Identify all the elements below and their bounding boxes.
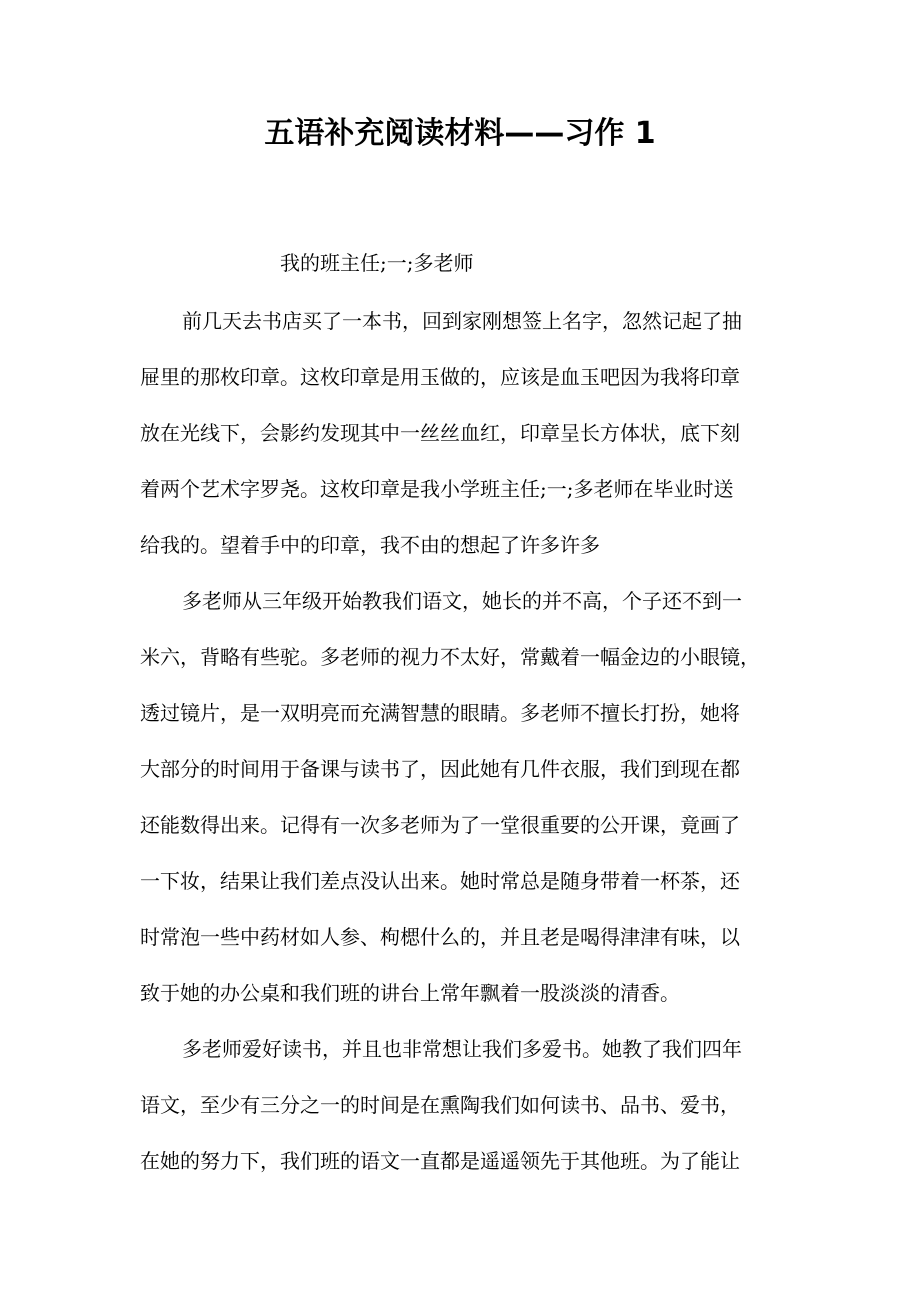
text-line: 着两个艺术字罗尧。这枚印章是我小学班主任;一;多老师在毕业时送 — [140, 477, 734, 501]
text-line: 多老师爱好读书，并且也非常想让我们多爱书。她教了我们四年 — [182, 1037, 742, 1061]
text-line: 语文，至少有三分之一的时间是在熏陶我们如何读书、品书、爱书， — [140, 1093, 740, 1117]
text-line: 米六，背略有些驼。多老师的视力不太好，常戴着一幅金边的小眼镜， — [140, 645, 760, 669]
text-line: 时常泡一些中药材如人参、枸楒什么的，并且老是喝得津津有味，以 — [140, 925, 740, 949]
text-line: 致于她的办公桌和我们班的讲台上常年飘着一股淡淡的清香。 — [140, 981, 680, 1005]
text-line: 多老师从三年级开始教我们语文，她长的并不高，个子还不到一 — [182, 589, 742, 613]
text-line: 在她的努力下，我们班的语文一直都是遥遥领先于其他班。为了能让 — [140, 1149, 740, 1173]
text-line: 透过镜片，是一双明亮而充满智慧的眼睛。多老师不擅长打扮，她将 — [140, 701, 740, 725]
text-line: 前几天去书店买了一本书，回到家刚想签上名字，忽然记起了抽 — [182, 309, 742, 333]
text-line: 放在光线下，会影约发现其中一丝丝血红，印章呈长方体状，底下刻 — [140, 421, 740, 445]
document-title: 五语补充阅读材料——习作 1 — [264, 116, 656, 151]
text-line: 大部分的时间用于备课与读书了，因此她有几件衣服，我们到现在都 — [140, 757, 740, 781]
text-line: 给我的。望着手中的印章，我不由的想起了许多许多 — [140, 533, 600, 557]
text-line: 屉里的那枚印章。这枚印章是用玉做的，应该是血玉吧因为我将印章 — [140, 365, 740, 389]
text-line: 还能数得出来。记得有一次多老师为了一堂很重要的公开课，竟画了 — [140, 813, 740, 837]
text-line: 一下妆，结果让我们差点没认出来。她时常总是随身带着一杯茶，还 — [140, 869, 740, 893]
essay-title: 我的班主任;一;多老师 — [280, 251, 474, 275]
